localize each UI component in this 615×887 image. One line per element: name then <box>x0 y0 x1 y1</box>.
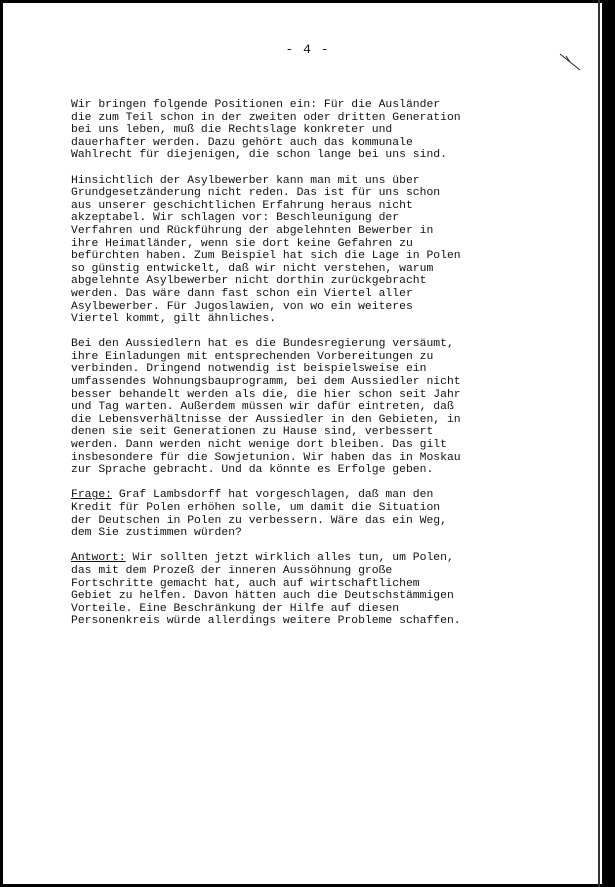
text-line: Verfahren und Rückführung der abgelehnten Bewerber in <box>71 224 434 237</box>
text-line: und Tag warten. Außerdem müssen wir dafür eintreten, daß <box>71 401 454 414</box>
question-label: Frage: <box>71 489 113 502</box>
text-line: Bei den Aussiedlern hat es die Bundesregierung versäumt, <box>71 338 454 351</box>
text-line: befürchten haben. Zum Beispiel hat sich die Lage in Polen <box>71 250 461 263</box>
text-line: Wahlrecht für diejenigen, die schon lange bei uns sind. <box>71 149 447 162</box>
text-line: zur Sprache gebracht. Und da könnte es Erfolge geben. <box>71 464 434 477</box>
text-line: Vorteile. Eine Beschränkung der Hilfe auf diesen <box>71 602 400 615</box>
scan-mark <box>556 52 586 76</box>
text-line: bei uns leben, muß die Rechtslage konkreter und <box>71 124 393 137</box>
text-line: die Lebensverhältnisse der Aussiedler in den Gebieten, in <box>71 413 461 426</box>
paragraph-asylum <box>71 175 491 326</box>
page-number: - 4 - <box>285 42 330 57</box>
text-line: Viertel kommt, gilt ähnliches. <box>71 313 277 326</box>
question-first-line <box>71 489 491 502</box>
text-line: das mit dem Prozeß der inneren Aussöhnung große <box>71 564 393 577</box>
text-line: Grundgesetzänderung nicht reden. Das ist für uns schon <box>71 187 441 200</box>
text-line: dauerhafter werden. Dazu gehört auch das kommunale <box>71 136 413 149</box>
document-body <box>71 99 491 641</box>
answer-first-line <box>71 552 491 565</box>
text-line: besser behandelt werden als die, die hier schon seit Jahr <box>71 388 461 401</box>
text-line: Gebiet zu helfen. Davon hätten auch die Deutschstämmigen <box>71 590 454 603</box>
text-line: Fortschritte gemacht hat, auch auf wirtschaftlichem <box>71 577 420 590</box>
text-line: akzeptabel. Wir schlagen vor: Beschleunigung der <box>71 212 400 225</box>
paragraph-positions <box>71 99 491 162</box>
text-line: Hinsichtlich der Asylbewerber kann man mit uns über <box>71 174 420 187</box>
text-line: so günstig entwickelt, daß wir nicht verstehen, warum <box>71 262 434 275</box>
text-line: verbinden. Dringend notwendig ist beispielsweise ein <box>71 363 427 376</box>
text-line: dem Sie zustimmen würden? <box>71 527 242 540</box>
text-line: denen sie seit Generationen zu Hause sind, verbessert <box>71 426 434 439</box>
question-paragraph <box>71 489 491 539</box>
text-line: Asylbewerber. Für Jugoslawien, von wo ein weiteres <box>71 300 413 313</box>
text-line: werden. Dann werden nicht wenige dort bleiben. Das gilt <box>71 439 447 452</box>
text-line: Kredit für Polen erhöhen solle, um damit die Situation <box>71 502 441 514</box>
text-line: der Deutschen in Polen zu verbessern. Wäre das ein Weg, <box>71 514 447 527</box>
text-line: Wir bringen folgende Positionen ein: Für die Ausländer <box>71 99 441 111</box>
text-line: umfassendes Wohnungsbauprogramm, bei dem Aussiedler nicht <box>71 376 461 389</box>
text-line: abgelehnte Asylbewerber nicht dorthin zurückgebracht <box>71 275 427 288</box>
paragraph-resettlers <box>71 338 491 477</box>
text-line: aus unserer geschichtlichen Erfahrung heraus nicht <box>71 199 413 212</box>
answer-text: Wir sollten jetzt wirklich alles tun, um Polen, <box>125 552 454 565</box>
text-line: die zum Teil schon in der zweiten oder dritten Generation <box>71 111 461 124</box>
question-text: Graf Lambsdorff hat vorgeschlagen, daß man den <box>112 489 434 502</box>
text-line: Personenkreis würde allerdings weitere Probleme schaffen. <box>71 615 461 628</box>
answer-label: Antwort: <box>71 552 126 565</box>
text-line: ihre Einladungen mit entsprechenden Vorbereitungen zu <box>71 350 434 363</box>
answer-paragraph <box>71 552 491 628</box>
text-line: ihre Heimatländer, wenn sie dort keine Gefahren zu <box>71 237 413 250</box>
text-line: insbesondere für die Sowjetunion. Wir haben das in Moskau <box>71 451 461 464</box>
text-line: werden. Das wäre dann fast schon ein Viertel aller <box>71 287 413 300</box>
